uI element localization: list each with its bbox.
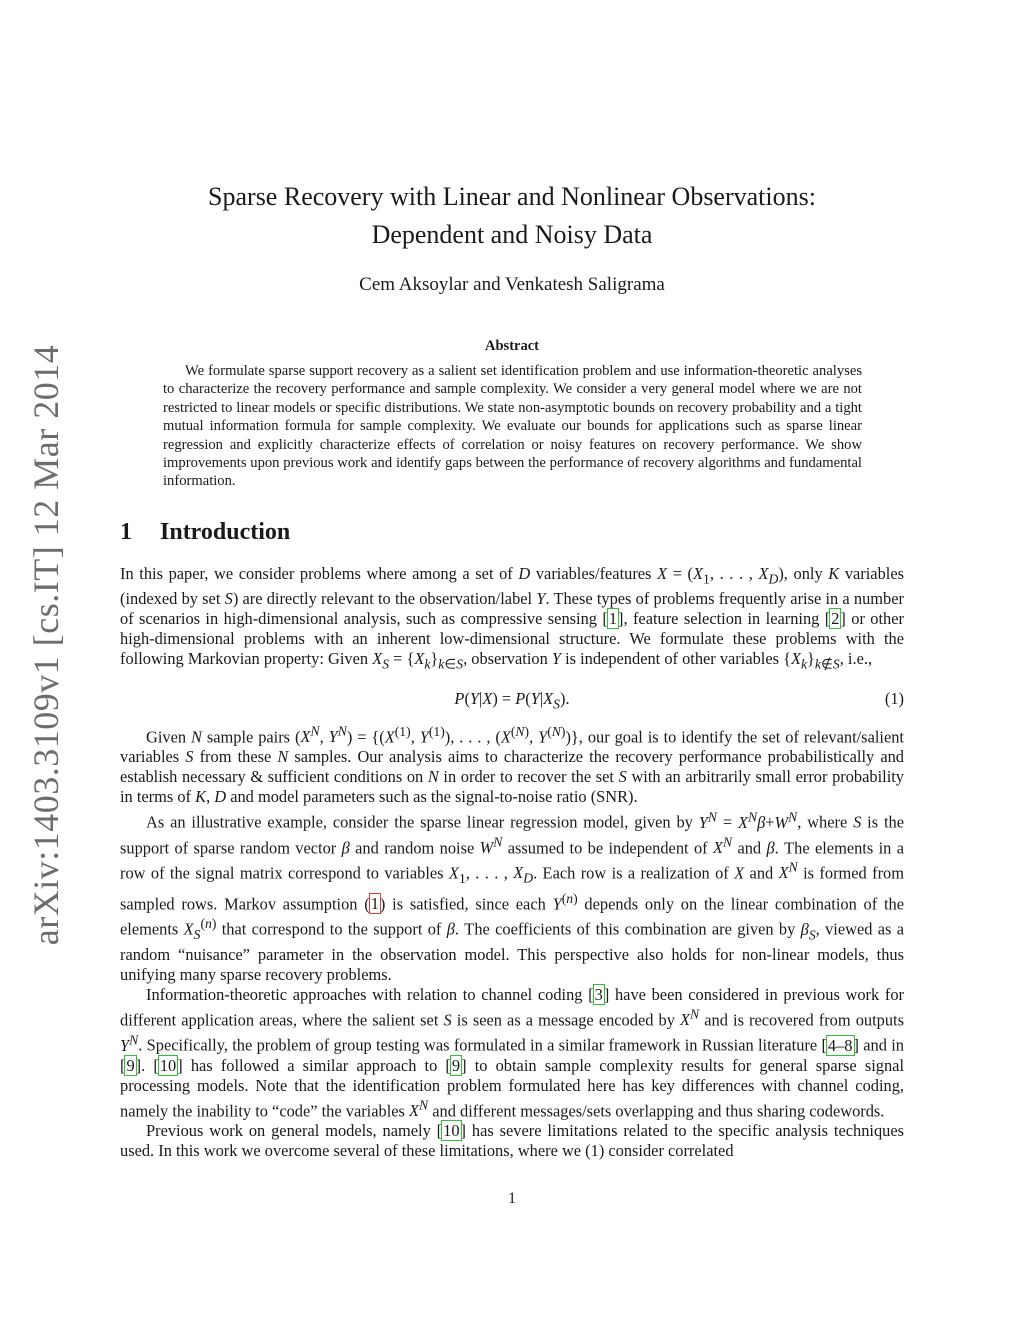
citation-link[interactable]: 4–8	[827, 1035, 853, 1055]
citation-link[interactable]: 10	[443, 1121, 460, 1141]
paragraph: Given N sample pairs ($X^N$, $Y^N) = \{(X^{(1)}$, $Y^{(1)}$), . . . , ($X^{(N)}$, $Y^{(N)}$)}, our goal is to identify the set of relevant/salient variables S from these N samples. Our analysis aims to characterize the recovery performance probabilistically and establish necessary & sufficient conditions on N in order to recover the set S with an arbitrarily small error probability in terms of K, D and model parameters such as the signal-to-noise ratio (SNR).	[120, 723, 904, 807]
paper-authors: Cem Aksoylar and Venkatesh Saligrama	[359, 274, 665, 295]
title-line-1: Sparse Recovery with Linear and Nonlinear Observations:	[208, 182, 816, 211]
arxiv-sidebar-stamp	[18, 344, 74, 946]
citation-link[interactable]: 9	[451, 1055, 461, 1075]
title-line-2: Dependent and Noisy Data	[371, 220, 653, 249]
paragraph: Information-theoretic approaches with relation to channel coding [3] have been considered in previous work for different application areas, where the salient set S is seen as a message encoded by $X^N$ and is recovered from outputs $Y^N$. Specifically, the problem of group testing was formulated in a similar framework in Russian literature [4–8] and in [9]. [10] has followed a similar approach to [9] to obtain sample complexity results for general sparse signal processing models. Note that the identification problem formulated here has key differences with channel coding, namely the inability to “code” the variables $X^N$ and different messages/sets overlapping and thus sharing codewords.	[120, 984, 905, 1121]
page-number: 1	[508, 1190, 516, 1207]
citation-link[interactable]: 9	[126, 1055, 135, 1075]
equation-body: $P(Y|X) = P(Y|X_S)$.	[454, 688, 570, 711]
citation-link[interactable]: 10	[159, 1055, 177, 1075]
section-title: Introduction	[160, 519, 291, 545]
section-number: 1	[120, 519, 132, 545]
citation-link[interactable]: 1	[608, 609, 618, 629]
abstract-body: We formulate sparse support recovery as a salient set identification problem and use information-theoretic analyses to characterize the recovery performance and sample complexity. We consider a very general model where we are not restricted to linear models or specific distributions. We state non-asymptotic bounds on recovery probability and a tight mutual information formula for sample complexity. We evaluate our bounds for applications such as sparse linear regression and explicitly characterize effects of correlation or noisy features on recovery performance. We show improvements upon previous work and identify gaps between the performance of recovery algorithms and fundamental information.	[163, 363, 862, 490]
abstract-heading: Abstract	[485, 338, 539, 354]
citation-link[interactable]: 2	[831, 609, 840, 629]
equation-label: (1)	[884, 688, 904, 708]
paragraph: Previous work on general models, namely [10] has severe limitations related to the specific analysis techniques used. In this work we overcome several of these limitations, where we (1) consider correlated	[120, 1121, 904, 1161]
equation-1	[120, 677, 904, 721]
equation-reference-link[interactable]: 1	[370, 894, 379, 914]
paper-title	[120, 178, 904, 254]
citation-link[interactable]: 3	[594, 984, 603, 1004]
section-heading	[120, 519, 904, 546]
paragraph: In this paper, we consider problems where among a set of D variables/features $X = (X_1$, . . . , $X_D$), only K variables (indexed by set S) are directly relevant to the observation/label Y. These types of problems frequently arise in a number of scenarios in high-dimensional analysis, such as compressive sensing [1], feature selection in learning [2] or other high-dimensional problems with an inherent low-dimensional structure. We formulate these problems with the following Markovian property: Given $X_S = \{X_k\}_{k\in S}$, observation Y is independent of other variables $\{X_k\}_{k\notin S}$, i.e.,	[120, 564, 904, 672]
arxiv-identifier: arXiv:1403.3109v1 [cs.IT] 12 Mar 2014	[26, 344, 67, 946]
body-text	[120, 564, 904, 1161]
paragraph: As an illustrative example, consider the sparse linear regression model, given by $Y^N = X^N\beta+W^N$, where S is the support of sparse random vector β and random noise $W^N$ assumed to be independent of $X^N$ and β. The elements in a row of the signal matrix correspond to variables $X_1$, . . . , $X_D$. Each row is a realization of X and $X^N$ is formed from sampled rows. Markov assumption (1) is satisfied, since each $Y^{(n)}$ depends only on the linear combination of the elements $X_S^{(n)}$ that correspond to the support of β. The coefficients of this combination are given by $\beta_S$, viewed as a random “nuisance” parameter in the observation model. This perspective also holds for non-linear models, thus unifying many sparse recovery problems.	[120, 809, 905, 984]
